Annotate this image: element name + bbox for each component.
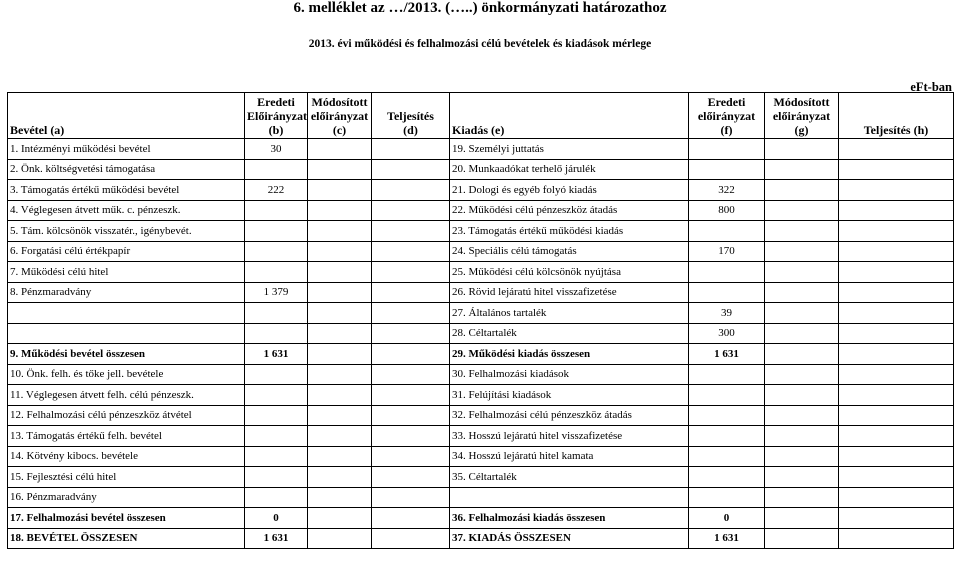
revenue-actual xyxy=(372,241,450,262)
revenue-original xyxy=(245,426,308,447)
table-row xyxy=(8,344,954,365)
revenue-modified xyxy=(308,139,372,160)
revenue-actual xyxy=(372,405,450,426)
revenue-actual xyxy=(372,508,450,529)
revenue-actual xyxy=(372,303,450,324)
revenue-name: 14. Kötvény kibocs. bevétele xyxy=(8,446,245,467)
expense-actual xyxy=(839,282,954,303)
expense-original: 322 xyxy=(689,180,765,201)
revenue-actual xyxy=(372,200,450,221)
expense-modified xyxy=(765,180,839,201)
revenue-name xyxy=(8,323,245,344)
revenue-name: 9. Működési bevétel összesen xyxy=(8,344,245,365)
revenue-modified xyxy=(308,487,372,508)
revenue-modified xyxy=(308,262,372,283)
expense-original: 300 xyxy=(689,323,765,344)
revenue-actual xyxy=(372,139,450,160)
expense-name: 36. Felhalmozási kiadás összesen xyxy=(450,508,689,529)
header-modositott-c xyxy=(308,93,372,139)
expense-modified xyxy=(765,508,839,529)
revenue-name: 8. Pénzmaradvány xyxy=(8,282,245,303)
revenue-original: 222 xyxy=(245,180,308,201)
table-row xyxy=(8,487,954,508)
expense-name: 19. Személyi juttatás xyxy=(450,139,689,160)
revenue-original xyxy=(245,467,308,488)
revenue-original: 1 379 xyxy=(245,282,308,303)
revenue-modified xyxy=(308,508,372,529)
revenue-modified xyxy=(308,364,372,385)
expense-modified xyxy=(765,241,839,262)
expense-name: 21. Dologi és egyéb folyó kiadás xyxy=(450,180,689,201)
revenue-name: 5. Tám. kölcsönök visszatér., igénybevét. xyxy=(8,221,245,242)
expense-original xyxy=(689,221,765,242)
table-row xyxy=(8,508,954,529)
revenue-actual xyxy=(372,487,450,508)
expense-actual xyxy=(839,241,954,262)
expense-actual xyxy=(839,508,954,529)
expense-original: 39 xyxy=(689,303,765,324)
table-row xyxy=(8,323,954,344)
expense-name: 24. Speciális célú támogatás xyxy=(450,241,689,262)
revenue-original xyxy=(245,364,308,385)
revenue-original xyxy=(245,241,308,262)
document-subtitle: 2013. évi működési és felhalmozási célú bevételek és kiadások mérlege xyxy=(308,38,652,50)
expense-original xyxy=(689,385,765,406)
expense-original xyxy=(689,446,765,467)
revenue-actual xyxy=(372,180,450,201)
revenue-modified xyxy=(308,467,372,488)
expense-actual xyxy=(839,528,954,549)
expense-name: 29. Működési kiadás összesen xyxy=(450,344,689,365)
header-modositott-c-text: Módosított előirányzat (c) xyxy=(310,95,369,137)
expense-modified xyxy=(765,446,839,467)
revenue-name: 17. Felhalmozási bevétel összesen xyxy=(8,508,245,529)
table-row xyxy=(8,159,954,180)
revenue-actual xyxy=(372,385,450,406)
expense-original: 170 xyxy=(689,241,765,262)
expense-name: 27. Általános tartalék xyxy=(450,303,689,324)
expense-actual xyxy=(839,200,954,221)
expense-modified xyxy=(765,262,839,283)
revenue-name: 11. Véglegesen átvett felh. célú pénzeszk. xyxy=(8,385,245,406)
expense-actual xyxy=(839,426,954,447)
revenue-modified xyxy=(308,303,372,324)
expense-actual xyxy=(839,405,954,426)
expense-name: 28. Céltartalék xyxy=(450,323,689,344)
revenue-name: 1. Intézményi működési bevétel xyxy=(8,139,245,160)
revenue-name: 13. Támogatás értékű felh. bevétel xyxy=(8,426,245,447)
expense-actual xyxy=(839,221,954,242)
expense-name: 22. Működési célú pénzeszköz átadás xyxy=(450,200,689,221)
table-row xyxy=(8,282,954,303)
table-row xyxy=(8,426,954,447)
expense-actual xyxy=(839,344,954,365)
revenue-modified xyxy=(308,282,372,303)
expense-modified xyxy=(765,487,839,508)
revenue-modified xyxy=(308,221,372,242)
expense-name: 34. Hosszú lejáratú hitel kamata xyxy=(450,446,689,467)
expense-original xyxy=(689,487,765,508)
expense-name xyxy=(450,487,689,508)
revenue-original xyxy=(245,262,308,283)
table-row xyxy=(8,221,954,242)
revenue-actual xyxy=(372,159,450,180)
expense-name: 33. Hosszú lejáratú hitel visszafizetése xyxy=(450,426,689,447)
revenue-original xyxy=(245,487,308,508)
expense-modified xyxy=(765,303,839,324)
revenue-name xyxy=(8,303,245,324)
revenue-name: 12. Felhalmozási célú pénzeszköz átvétel xyxy=(8,405,245,426)
expense-actual xyxy=(839,467,954,488)
expense-modified xyxy=(765,344,839,365)
expense-actual xyxy=(839,487,954,508)
expense-name: 23. Támogatás értékű működési kiadás xyxy=(450,221,689,242)
revenue-actual xyxy=(372,344,450,365)
header-kiadas: Kiadás (e) xyxy=(450,93,689,139)
revenue-actual xyxy=(372,262,450,283)
expense-modified xyxy=(765,467,839,488)
expense-modified xyxy=(765,323,839,344)
revenue-modified xyxy=(308,405,372,426)
unit-label: eFt-ban xyxy=(910,80,952,94)
expense-original: 0 xyxy=(689,508,765,529)
table-row xyxy=(8,262,954,283)
expense-name: 35. Céltartalék xyxy=(450,467,689,488)
revenue-original xyxy=(245,323,308,344)
revenue-actual xyxy=(372,426,450,447)
expense-modified xyxy=(765,200,839,221)
expense-name: 26. Rövid lejáratú hitel visszafizetése xyxy=(450,282,689,303)
expense-actual xyxy=(839,446,954,467)
revenue-original: 1 631 xyxy=(245,528,308,549)
table-row xyxy=(8,467,954,488)
expense-modified xyxy=(765,364,839,385)
revenue-actual xyxy=(372,364,450,385)
revenue-original xyxy=(245,385,308,406)
revenue-modified xyxy=(308,344,372,365)
header-eredeti-b xyxy=(245,93,308,139)
revenue-modified xyxy=(308,180,372,201)
revenue-actual xyxy=(372,221,450,242)
table-row xyxy=(8,241,954,262)
expense-original: 800 xyxy=(689,200,765,221)
expense-actual xyxy=(839,139,954,160)
revenue-original xyxy=(245,221,308,242)
table-row xyxy=(8,200,954,221)
expense-modified xyxy=(765,426,839,447)
revenue-original xyxy=(245,200,308,221)
expense-name: 31. Felújítási kiadások xyxy=(450,385,689,406)
revenue-name: 7. Működési célú hitel xyxy=(8,262,245,283)
expense-actual xyxy=(839,364,954,385)
expense-name: 20. Munkaadókat terhelő járulék xyxy=(450,159,689,180)
expense-modified xyxy=(765,139,839,160)
revenue-modified xyxy=(308,323,372,344)
expense-actual xyxy=(839,180,954,201)
expense-original: 1 631 xyxy=(689,344,765,365)
expense-name: 37. KIADÁS ÖSSZESEN xyxy=(450,528,689,549)
revenue-modified xyxy=(308,200,372,221)
revenue-name: 10. Önk. felh. és tőke jell. bevétele xyxy=(8,364,245,385)
table-row xyxy=(8,139,954,160)
expense-original xyxy=(689,405,765,426)
expense-original xyxy=(689,364,765,385)
header-eredeti-f xyxy=(689,93,765,139)
table-row xyxy=(8,303,954,324)
revenue-name: 18. BEVÉTEL ÖSSZESEN xyxy=(8,528,245,549)
table-row xyxy=(8,385,954,406)
expense-original xyxy=(689,282,765,303)
table-row xyxy=(8,180,954,201)
revenue-original xyxy=(245,303,308,324)
expense-actual xyxy=(839,262,954,283)
header-eredeti-b-text: Eredeti Előirányzat (b) xyxy=(247,95,307,137)
revenue-name: 4. Véglegesen átvett műk. c. pénzeszk. xyxy=(8,200,245,221)
revenue-name: 15. Fejlesztési célú hitel xyxy=(8,467,245,488)
expense-original xyxy=(689,139,765,160)
table-row xyxy=(8,405,954,426)
expense-modified xyxy=(765,282,839,303)
revenue-modified xyxy=(308,241,372,262)
expense-name: 32. Felhalmozási célú pénzeszköz átadás xyxy=(450,405,689,426)
revenue-name: 3. Támogatás értékű működési bevétel xyxy=(8,180,245,201)
expense-original xyxy=(689,467,765,488)
revenue-modified xyxy=(308,159,372,180)
expense-actual xyxy=(839,323,954,344)
expense-original: 1 631 xyxy=(689,528,765,549)
revenue-original xyxy=(245,405,308,426)
header-teljesites-d-text: Teljesítés (d) xyxy=(387,109,434,137)
expense-actual xyxy=(839,385,954,406)
expense-modified xyxy=(765,221,839,242)
revenue-original: 0 xyxy=(245,508,308,529)
revenue-modified xyxy=(308,528,372,549)
revenue-name: 16. Pénzmaradvány xyxy=(8,487,245,508)
expense-modified xyxy=(765,385,839,406)
table-row xyxy=(8,446,954,467)
revenue-name: 2. Önk. költségvetési támogatása xyxy=(8,159,245,180)
expense-original xyxy=(689,262,765,283)
header-eredeti-f-text: Eredeti előirányzat (f) xyxy=(697,95,756,137)
expense-original xyxy=(689,426,765,447)
revenue-modified xyxy=(308,446,372,467)
revenue-actual xyxy=(372,282,450,303)
revenue-actual xyxy=(372,467,450,488)
revenue-original: 30 xyxy=(245,139,308,160)
expense-modified xyxy=(765,159,839,180)
header-row xyxy=(8,93,954,139)
table-row xyxy=(8,364,954,385)
revenue-actual xyxy=(372,528,450,549)
header-modositott-g xyxy=(765,93,839,139)
header-bevetel: Bevétel (a) xyxy=(8,93,245,139)
expense-modified xyxy=(765,405,839,426)
revenue-modified xyxy=(308,385,372,406)
expense-original xyxy=(689,159,765,180)
expense-actual xyxy=(839,303,954,324)
revenue-original xyxy=(245,159,308,180)
revenue-original xyxy=(245,446,308,467)
expense-modified xyxy=(765,528,839,549)
header-teljesites-d xyxy=(372,93,450,139)
balance-table xyxy=(7,92,954,549)
header-teljesites-h: Teljesítés (h) xyxy=(839,93,954,139)
revenue-actual xyxy=(372,323,450,344)
table-row xyxy=(8,528,954,549)
revenue-original: 1 631 xyxy=(245,344,308,365)
header-modositott-g-text: Módosított előirányzat (g) xyxy=(772,95,831,137)
revenue-modified xyxy=(308,426,372,447)
expense-name: 25. Működési célú kölcsönök nyújtása xyxy=(450,262,689,283)
document-title: 6. melléklet az …/2013. (…..) önkormányzati határozathoz xyxy=(293,0,667,16)
expense-name: 30. Felhalmozási kiadások xyxy=(450,364,689,385)
expense-actual xyxy=(839,159,954,180)
revenue-actual xyxy=(372,446,450,467)
revenue-name: 6. Forgatási célú értékpapír xyxy=(8,241,245,262)
